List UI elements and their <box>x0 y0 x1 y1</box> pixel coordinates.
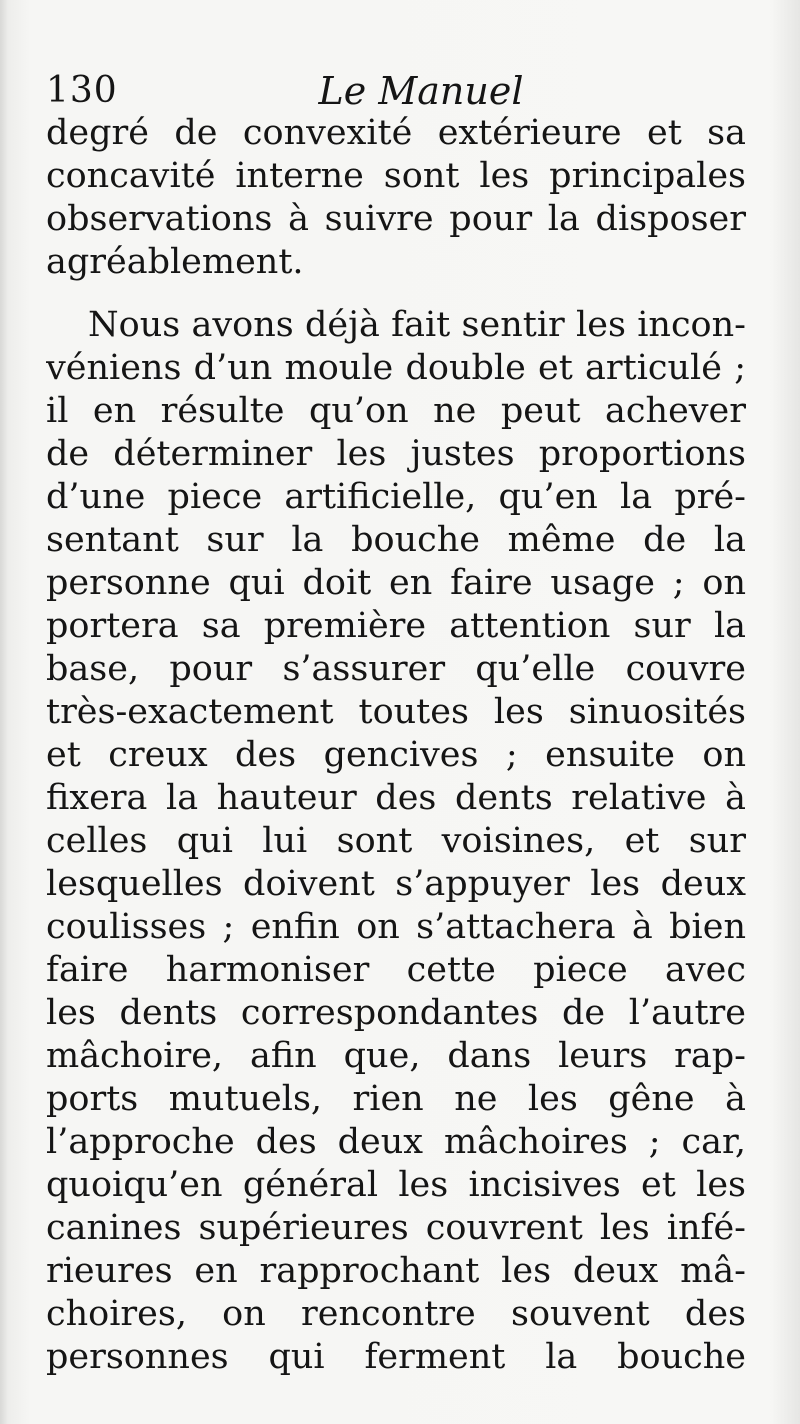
page-number: 130 <box>46 70 118 111</box>
text-line: fixera la hauteur des dents relative à <box>46 778 746 818</box>
text-line: faire harmoniser cette piece avec <box>46 950 746 990</box>
text-line: mâchoire, afin que, dans leurs rap- <box>46 1036 746 1076</box>
text-line: personnes qui ferment la bouche <box>46 1337 746 1377</box>
paragraph-gap <box>46 284 746 304</box>
text-line: agréablement. <box>46 242 304 282</box>
text-line: de déterminer les justes proportions <box>46 434 746 474</box>
text-line: lesquelles doivent s’appuyer les deux <box>46 864 746 904</box>
text-line: rieures en rapprochant les deux mâ- <box>46 1251 746 1291</box>
text-line: portera sa première attention sur la <box>46 606 746 646</box>
text-line: concavité interne sont les principales <box>46 156 746 196</box>
text-line: Nous avons déjà fait sentir les incon- <box>88 305 746 345</box>
text-line: d’une piece artificielle, qu’en la pré- <box>46 477 746 517</box>
text-line: quoiqu’en général les incisives et les <box>46 1165 746 1205</box>
paragraph-2 <box>46 304 746 1379</box>
text-line: véniens d’un moule double et articulé ; <box>46 348 746 388</box>
text-line: choires, on rencontre souvent des <box>46 1294 746 1334</box>
body-text <box>46 112 746 1379</box>
text-line: base, pour s’assurer qu’elle couvre <box>46 649 746 689</box>
text-line: sentant sur la bouche même de la <box>46 520 746 560</box>
page-header <box>46 68 756 114</box>
paragraph-1 <box>46 112 746 284</box>
text-line: il en résulte qu’on ne peut achever <box>46 391 746 431</box>
text-line: personne qui doit en faire usage ; on <box>46 563 746 603</box>
text-line: degré de convexité extérieure et sa <box>46 113 746 153</box>
text-line: les dents correspondantes de l’autre <box>46 993 746 1033</box>
text-line: coulisses ; enfin on s’attachera à bien <box>46 907 746 947</box>
text-line: l’approche des deux mâchoires ; car, <box>46 1122 746 1162</box>
text-line: et creux des gencives ; ensuite on <box>46 735 746 775</box>
text-line: observations à suivre pour la disposer <box>46 199 746 239</box>
text-line: ports mutuels, rien ne les gêne à <box>46 1079 746 1119</box>
page-edge-shadow <box>0 0 8 1424</box>
text-line: celles qui lui sont voisines, et sur <box>46 821 746 861</box>
text-line: très-exactement toutes les sinuosités <box>46 692 746 732</box>
running-title: Le Manuel <box>318 69 524 113</box>
text-line: canines supérieures couvrent les infé- <box>46 1208 746 1248</box>
